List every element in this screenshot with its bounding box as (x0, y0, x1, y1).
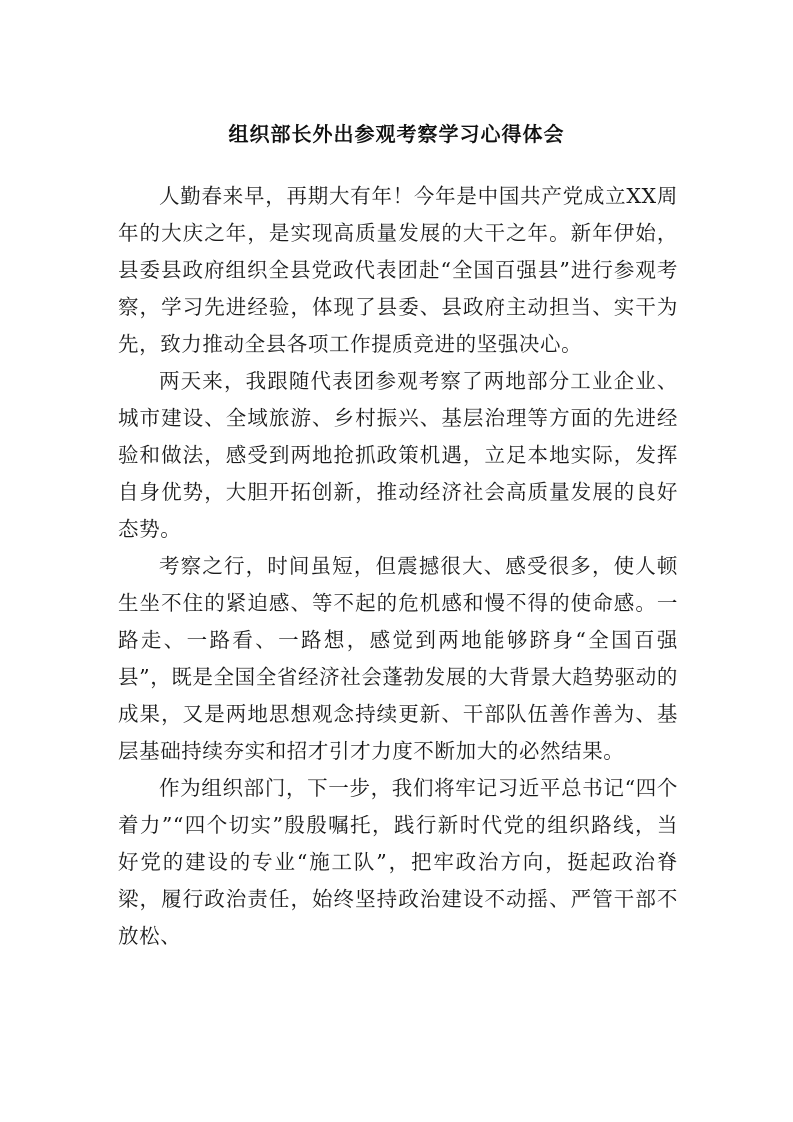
paragraph-3: 考察之行，时间虽短，但震撼很大、感受很多，使人顿生坐不住的紧迫感、等不起的危机感和慢不得的使命感。一路走、一路看、一路想，感觉到两地能够跻身“全国百强县”，既是全国全省经济社会蓬勃发展的大背景大趋势驱动的成果，又是两地思想观念持续更新、干部队伍善作善为、基层基础持续夯实和招才引才力度不断加大的必然结果。 (118, 554, 678, 763)
paragraph-4: 作为组织部门，下一步，我们将牢记习近平总书记“四个着力”“四个切实”殷殷嘱托，践行新时代党的组织路线，当好党的建设的专业“施工队”，把牢政治方向，挺起政治脊梁，履行政治责任，始终坚持政治建设不动摇、严管干部不放松、 (118, 776, 678, 948)
document-body (118, 178, 678, 955)
paragraph-1: 人勤春来早，再期大有年！今年是中国共产党成立XX周年的大庆之年，是实现高质量发展的大干之年。新年伊始，县委县政府组织全县党政代表团赴“全国百强县”进行参观考察，学习先进经验，体现了县委、县政府主动担当、实干为先，致力推动全县各项工作提质竞进的坚强决心。 (118, 184, 678, 356)
paragraph-2: 两天来，我跟随代表团参观考察了两地部分工业企业、城市建设、全域旅游、乡村振兴、基层治理等方面的先进经验和做法，感受到两地抢抓政策机遇，立足本地实际，发挥自身优势，大胆开拓创新，推动经济社会高质量发展的良好态势。 (118, 369, 678, 541)
document-title: 组织部长外出参观考察学习心得体会 (228, 122, 565, 146)
